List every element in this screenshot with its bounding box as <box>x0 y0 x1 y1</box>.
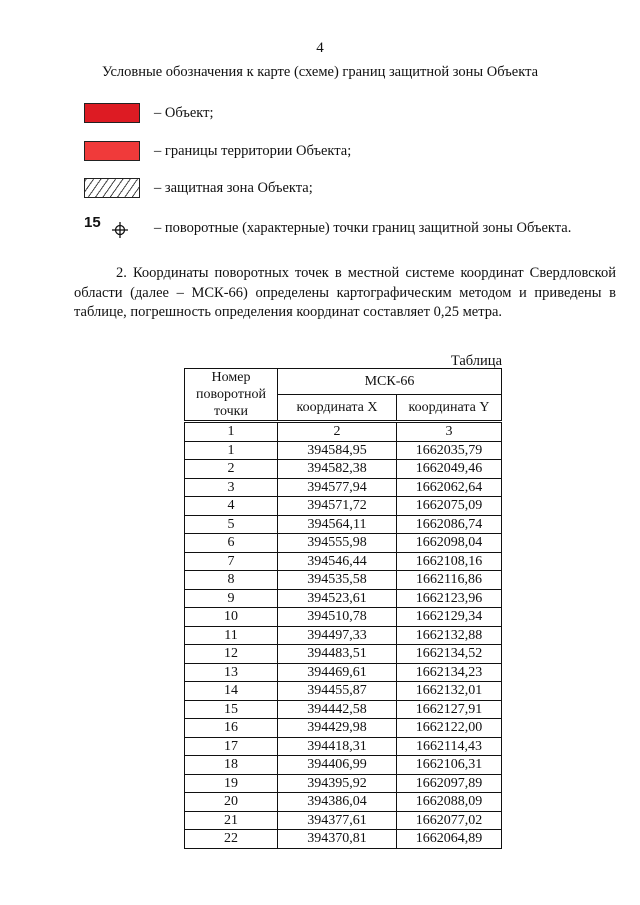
header-coordinate-system: МСК-66 <box>278 369 502 395</box>
coordinate-y-cell: 1662114,43 <box>397 737 502 756</box>
coordinate-y-cell: 1662134,23 <box>397 663 502 682</box>
coordinate-x-cell: 394546,44 <box>278 552 397 571</box>
point-number-cell: 10 <box>185 608 278 627</box>
coordinate-y-cell: 1662088,09 <box>397 793 502 812</box>
coordinates-table <box>184 368 502 849</box>
coordinate-y-cell: 1662116,86 <box>397 571 502 590</box>
coordinate-y-cell: 1662106,31 <box>397 756 502 775</box>
point-number-cell: 5 <box>185 515 278 534</box>
table-row <box>185 515 502 534</box>
table-row <box>185 682 502 701</box>
point-number-cell: 3 <box>185 478 278 497</box>
table-row <box>185 663 502 682</box>
object-swatch-icon <box>84 103 140 123</box>
point-number-cell: 4 <box>185 497 278 516</box>
point-number-cell: 8 <box>185 571 278 590</box>
legend-title: Условные обозначения к карте (схеме) границ защитной зоны Объекта <box>101 64 539 80</box>
point-number-cell: 1 <box>185 441 278 460</box>
coordinate-x-cell: 394395,92 <box>278 774 397 793</box>
table-row <box>185 774 502 793</box>
coordinate-x-cell: 394469,61 <box>278 663 397 682</box>
header-coordinate-x: координата X <box>278 394 397 421</box>
coordinate-y-cell: 1662075,09 <box>397 497 502 516</box>
column-index-cell: 1 <box>185 422 278 442</box>
coordinate-x-cell: 394406,99 <box>278 756 397 775</box>
legend-item-label: – поворотные (характерные) точки границ защитной зоны Объекта. <box>154 220 572 236</box>
coordinate-x-cell: 394370,81 <box>278 830 397 849</box>
coordinate-y-cell: 1662127,91 <box>397 700 502 719</box>
coordinate-y-cell: 1662097,89 <box>397 774 502 793</box>
coordinate-y-cell: 1662086,74 <box>397 515 502 534</box>
coordinate-y-cell: 1662035,79 <box>397 441 502 460</box>
point-number-cell: 22 <box>185 830 278 849</box>
table-row <box>185 441 502 460</box>
coordinate-x-cell: 394535,58 <box>278 571 397 590</box>
coordinate-x-cell: 394497,33 <box>278 626 397 645</box>
coordinate-x-cell: 394582,38 <box>278 460 397 479</box>
coordinate-x-cell: 394418,31 <box>278 737 397 756</box>
paragraph-text: 2. Координаты поворотных точек в местной системе координат Свердловской области (далее – МСК-66) определены картографическим методом и приведены в таблице, погрешность определения координат составляет 0,25 метра. <box>74 265 616 320</box>
crosshair-circle-icon <box>112 222 128 238</box>
point-number-cell: 12 <box>185 645 278 664</box>
coordinate-x-cell: 394555,98 <box>278 534 397 553</box>
point-number-cell: 16 <box>185 719 278 738</box>
coordinate-y-cell: 1662098,04 <box>397 534 502 553</box>
turning-point-label: 15 <box>84 214 101 231</box>
table-row <box>185 756 502 775</box>
coordinate-x-cell: 394429,98 <box>278 719 397 738</box>
column-index-cell: 3 <box>397 422 502 442</box>
coordinate-y-cell: 1662132,01 <box>397 682 502 701</box>
table-row <box>185 571 502 590</box>
table-row <box>185 811 502 830</box>
point-number-cell: 9 <box>185 589 278 608</box>
coordinate-x-cell: 394483,51 <box>278 645 397 664</box>
point-number-cell: 14 <box>185 682 278 701</box>
table-row <box>185 534 502 553</box>
coordinate-x-cell: 394571,72 <box>278 497 397 516</box>
point-number-cell: 17 <box>185 737 278 756</box>
table-row <box>185 719 502 738</box>
turning-point-symbol <box>84 214 140 240</box>
point-number-cell: 18 <box>185 756 278 775</box>
coordinate-y-cell: 1662134,52 <box>397 645 502 664</box>
coordinate-x-cell: 394577,94 <box>278 478 397 497</box>
legend-item-label: – Объект; <box>154 105 214 121</box>
header-point-number: Номер поворотной точки <box>185 369 278 422</box>
table-row <box>185 608 502 627</box>
table-row <box>185 645 502 664</box>
coordinate-y-cell: 1662122,00 <box>397 719 502 738</box>
table-caption: Таблица <box>450 353 502 369</box>
coordinate-x-cell: 394377,61 <box>278 811 397 830</box>
coordinate-y-cell: 1662049,46 <box>397 460 502 479</box>
point-number-cell: 11 <box>185 626 278 645</box>
point-number-cell: 13 <box>185 663 278 682</box>
coordinates-paragraph <box>74 264 616 323</box>
coordinate-x-cell: 394564,11 <box>278 515 397 534</box>
point-number-cell: 15 <box>185 700 278 719</box>
coordinate-x-cell: 394455,87 <box>278 682 397 701</box>
point-number-cell: 19 <box>185 774 278 793</box>
coordinate-x-cell: 394510,78 <box>278 608 397 627</box>
hatched-swatch-icon <box>84 178 140 198</box>
point-number-cell: 7 <box>185 552 278 571</box>
legend-item-label: – защитная зона Объекта; <box>154 180 313 196</box>
point-number-cell: 20 <box>185 793 278 812</box>
coordinate-y-cell: 1662132,88 <box>397 626 502 645</box>
table-row <box>185 830 502 849</box>
table-body <box>185 422 502 849</box>
table-row <box>185 478 502 497</box>
coordinate-x-cell: 394386,04 <box>278 793 397 812</box>
territory-boundary-swatch-icon <box>84 141 140 161</box>
coordinate-x-cell: 394442,58 <box>278 700 397 719</box>
header-coordinate-y: координата Y <box>397 394 502 421</box>
coordinate-x-cell: 394584,95 <box>278 441 397 460</box>
coordinate-y-cell: 1662077,02 <box>397 811 502 830</box>
column-index-cell: 2 <box>278 422 397 442</box>
table-row <box>185 700 502 719</box>
point-number-cell: 6 <box>185 534 278 553</box>
table-row <box>185 460 502 479</box>
table-row <box>185 552 502 571</box>
table-row <box>185 626 502 645</box>
table-row <box>185 737 502 756</box>
point-number-cell: 2 <box>185 460 278 479</box>
coordinate-y-cell: 1662108,16 <box>397 552 502 571</box>
legend-item-label: – границы территории Объекта; <box>154 143 352 159</box>
coordinate-x-cell: 394523,61 <box>278 589 397 608</box>
table-row <box>185 497 502 516</box>
column-index-row <box>185 422 502 442</box>
coordinate-y-cell: 1662123,96 <box>397 589 502 608</box>
table-row <box>185 793 502 812</box>
point-number-cell: 21 <box>185 811 278 830</box>
table-row <box>185 589 502 608</box>
page-number: 4 <box>316 40 324 56</box>
coordinate-y-cell: 1662064,89 <box>397 830 502 849</box>
coordinate-y-cell: 1662062,64 <box>397 478 502 497</box>
coordinate-y-cell: 1662129,34 <box>397 608 502 627</box>
